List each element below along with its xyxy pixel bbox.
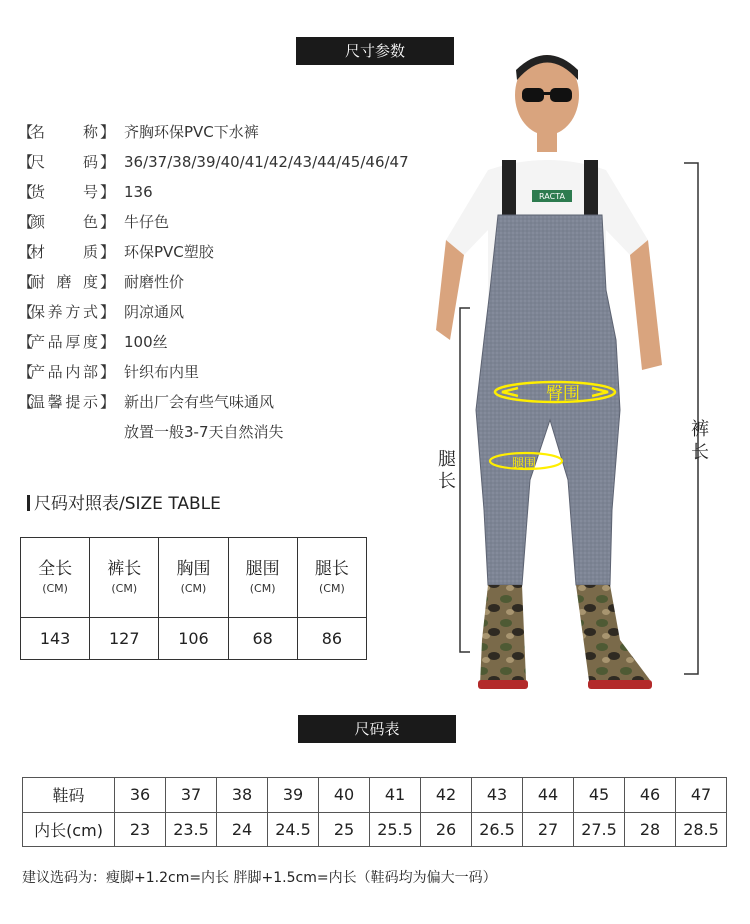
shoe-size-row xyxy=(23,778,727,813)
shoe-size-cell: 45 xyxy=(574,778,625,813)
spec-label: 【 耐 磨 度 】 xyxy=(18,273,116,291)
inner-length-cell: 25.5 xyxy=(370,812,421,847)
inner-length-cell: 27 xyxy=(523,812,574,847)
size-value-cell: 68 xyxy=(228,617,297,659)
spec-label: 【 产 品 厚 度 】 xyxy=(18,333,116,351)
spec-label-text: 材 质 xyxy=(30,243,98,261)
left-boot xyxy=(480,585,526,685)
hip-label: 臀围 xyxy=(546,384,580,404)
right-sole xyxy=(588,680,652,689)
spec-label: 【 温 馨 提 示 】 xyxy=(18,393,116,411)
shoe-size-cell: 37 xyxy=(166,778,217,813)
shoe-size-cell: 44 xyxy=(523,778,574,813)
shoe-size-cell: 40 xyxy=(319,778,370,813)
spec-value: 36/37/38/39/40/41/42/43/44/45/46/47 xyxy=(124,153,409,171)
shoe-size-cell: 39 xyxy=(268,778,319,813)
spec-label-text: 产 品 厚 度 xyxy=(30,333,98,351)
inner-length-cell: 23.5 xyxy=(166,812,217,847)
shoe-size-header: 尺码表 xyxy=(298,715,456,743)
inner-length-cell: 26 xyxy=(421,812,472,847)
shoe-size-row-label: 鞋码 xyxy=(23,778,115,813)
spec-label: 【 尺 码 】 xyxy=(18,153,116,171)
spec-label: 【 颜 色 】 xyxy=(18,213,116,231)
inner-length-cell: 24.5 xyxy=(268,812,319,847)
spec-value: 耐磨性价 xyxy=(124,273,185,291)
spec-label: 【 货 号 】 xyxy=(18,183,116,201)
size-params-header: 尺寸参数 xyxy=(296,37,454,65)
inner-length-row xyxy=(23,812,727,847)
spec-note-text: 放置一般3-7天自然消失 xyxy=(124,423,284,441)
right-boot xyxy=(576,585,650,688)
shoe-size-cell: 42 xyxy=(421,778,472,813)
spec-value: 齐胸环保PVC下水裤 xyxy=(124,123,259,141)
size-table xyxy=(20,537,367,660)
size-advice: 建议选码为：瘦脚+1.2cm=内长 胖脚+1.5cm=内长（鞋码均为偏大一码） xyxy=(22,870,497,886)
spec-label-text: 产 品 内 部 xyxy=(30,363,98,381)
spec-value: 针织布内里 xyxy=(124,363,200,381)
size-col-header: 胸围 (CM) xyxy=(159,538,228,618)
leg-length-label-1: 腿 xyxy=(438,449,456,470)
shoe-size-cell: 38 xyxy=(217,778,268,813)
shoe-size-cell: 47 xyxy=(676,778,727,813)
spec-label-text: 名 称 xyxy=(30,123,98,141)
size-value-cell: 86 xyxy=(297,617,366,659)
inner-length-cell: 25 xyxy=(319,812,370,847)
shoe-size-cell: 41 xyxy=(370,778,421,813)
spec-label-text: 温 馨 提 示 xyxy=(30,393,98,411)
thigh-label: 腿围 xyxy=(511,456,537,470)
inner-length-cell: 26.5 xyxy=(472,812,523,847)
spec-label-text: 保 养 方 式 xyxy=(30,303,98,321)
size-col-header: 腿围 (CM) xyxy=(228,538,297,618)
spec-label-text: 尺 码 xyxy=(30,153,98,171)
size-table-title-text: 尺码对照表/SIZE TABLE xyxy=(34,494,221,514)
spec-value: 牛仔色 xyxy=(124,213,170,231)
inner-length-cell: 28.5 xyxy=(676,812,727,847)
spec-value: 100丝 xyxy=(124,333,168,351)
spec-value: 阴凉通风 xyxy=(124,303,185,321)
leg-length-label-2: 长 xyxy=(438,471,456,492)
shoe-size-cell: 36 xyxy=(115,778,166,813)
spec-label-text: 货 号 xyxy=(30,183,98,201)
shoe-size-cell: 43 xyxy=(472,778,523,813)
inner-length-cell: 23 xyxy=(115,812,166,847)
spec-label: 【 材 质 】 xyxy=(18,243,116,261)
right-strap xyxy=(584,160,598,220)
size-value-cell: 127 xyxy=(90,617,159,659)
inner-length-cell: 24 xyxy=(217,812,268,847)
pants-length-label-1: 裤 xyxy=(691,419,709,440)
spec-label-text: 颜 色 xyxy=(30,213,98,231)
size-col-header: 腿长 (CM) xyxy=(297,538,366,618)
size-table-title xyxy=(27,493,221,515)
left-strap xyxy=(502,160,516,220)
shoe-size-table xyxy=(22,777,727,847)
size-value-cell: 106 xyxy=(159,617,228,659)
model-head xyxy=(515,55,579,152)
spec-value: 新出厂会有些气味通风 xyxy=(124,393,275,411)
inner-length-cell: 27.5 xyxy=(574,812,625,847)
inner-length-row-label: 内长(cm) xyxy=(23,812,115,847)
size-table-header-row xyxy=(21,538,367,618)
product-figure xyxy=(380,40,750,710)
brand-badge-text: RACTA xyxy=(539,192,565,201)
inner-length-cell: 28 xyxy=(625,812,676,847)
size-value-cell: 143 xyxy=(21,617,90,659)
spec-value: 136 xyxy=(124,183,153,201)
spec-label: 【 名 称 】 xyxy=(18,123,116,141)
shoe-size-cell: 46 xyxy=(625,778,676,813)
left-sole xyxy=(478,680,528,689)
size-col-header: 裤长 (CM) xyxy=(90,538,159,618)
spec-label: 【 产 品 内 部 】 xyxy=(18,363,116,381)
spec-label: 【 保 养 方 式 】 xyxy=(18,303,116,321)
spec-label-text: 耐 磨 度 xyxy=(30,273,98,291)
spec-value: 环保PVC塑胶 xyxy=(124,243,214,261)
leg-length-bracket xyxy=(460,308,470,652)
pants-length-label-2: 长 xyxy=(691,442,709,463)
title-bar xyxy=(27,495,30,511)
size-table-value-row xyxy=(21,617,367,659)
size-col-header: 全长 (CM) xyxy=(21,538,90,618)
